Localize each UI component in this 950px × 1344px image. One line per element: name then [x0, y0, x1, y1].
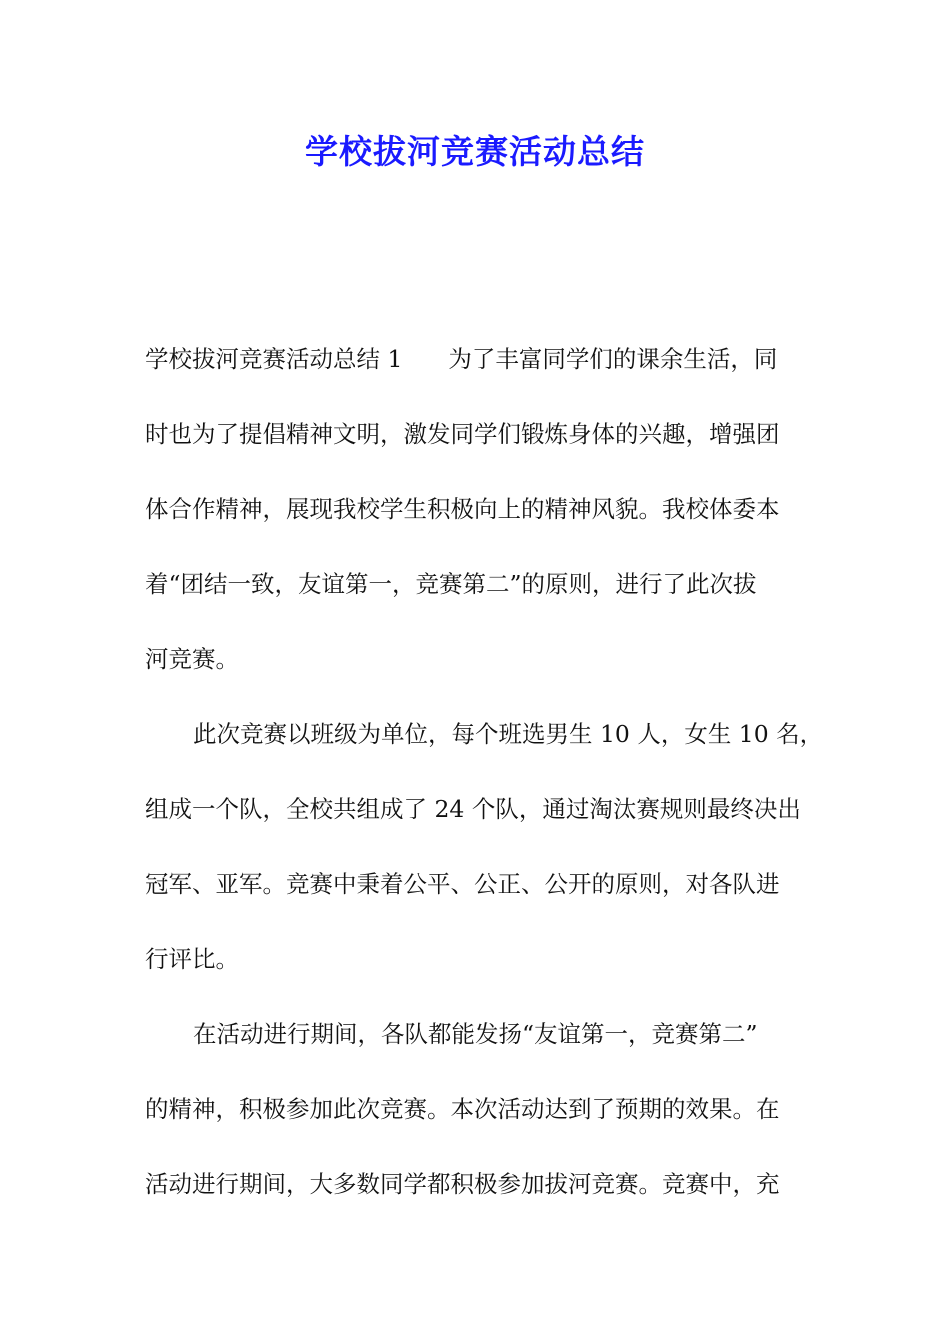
paragraph-3-line-1: 在活动进行期间，各队都能发扬“友谊第一，竞赛第二” — [193, 1020, 758, 1048]
paragraph-2-line-4: 行评比。 — [145, 945, 239, 973]
section-heading: 学校拔河竞赛活动总结 1 — [145, 345, 403, 373]
paragraph-1-line-1 — [145, 341, 777, 377]
paragraph-1-line-5: 河竞赛。 — [145, 645, 239, 673]
paragraph-3-line-3: 活动进行期间，大多数同学都积极参加拔河竞赛。竞赛中，充 — [145, 1170, 780, 1198]
paragraph-1-line-4: 着“团结一致，友谊第一，竞赛第二”的原则，进行了此次拔 — [145, 570, 757, 598]
paragraph-2-line-3: 冠军、亚军。竞赛中秉着公平、公正、公开的原则，对各队进 — [145, 870, 780, 898]
paragraph-2-line-2: 组成一个队，全校共组成了 24 个队，通过淘汰赛规则最终决出 — [145, 795, 801, 823]
paragraph-2-line-1: 此次竞赛以班级为单位，每个班选男生 10 人，女生 10 名， — [193, 720, 824, 748]
paragraph-1-line-3: 体合作精神，展现我校学生积极向上的精神风貌。我校体委本 — [145, 495, 780, 523]
paragraph-1-start: 为了丰富同学们的课余生活，同 — [448, 345, 778, 373]
document-title: 学校拔河竞赛活动总结 — [305, 132, 645, 171]
paragraph-3-line-2: 的精神，积极参加此次竞赛。本次活动达到了预期的效果。在 — [145, 1095, 780, 1123]
paragraph-1-line-2: 时也为了提倡精神文明，激发同学们锻炼身体的兴趣，增强团 — [145, 420, 780, 448]
